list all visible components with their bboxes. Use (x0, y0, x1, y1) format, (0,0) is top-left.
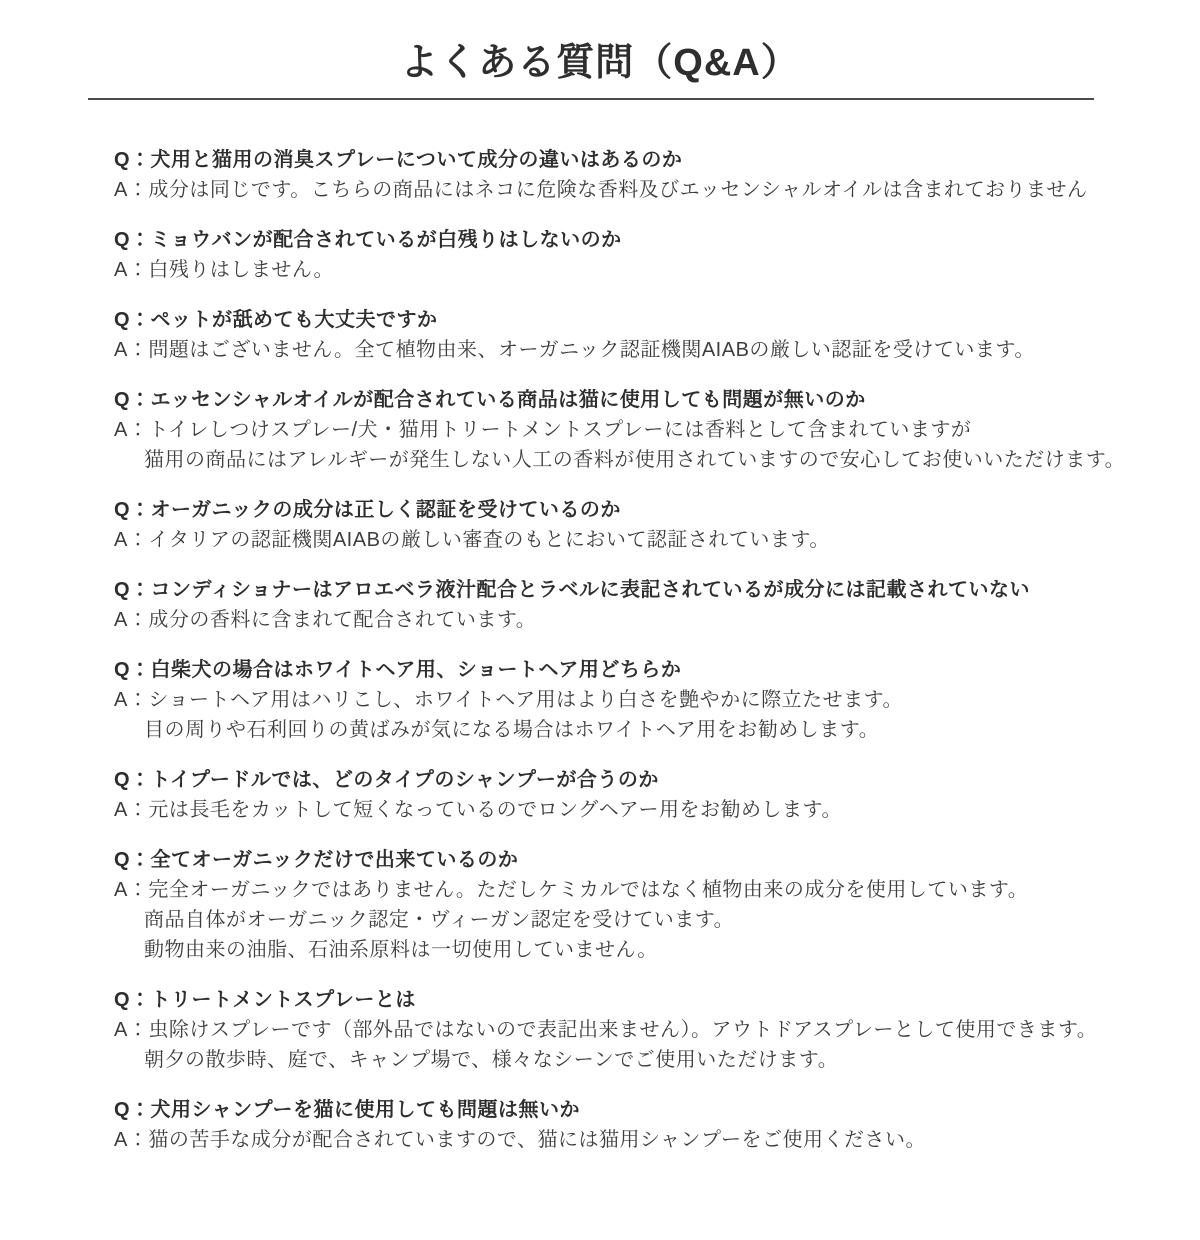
question-text: Q：ペットが舐めても大丈夫ですか (114, 309, 438, 331)
qa-item (114, 385, 1160, 475)
answer-line: A：成分の香料に含まれて配合されています。 (114, 609, 537, 631)
qa-item (114, 305, 1160, 365)
answer-line: A：トイレしつけスプレー/犬・猫用トリートメントスプレーには香料として含まれていますが (114, 419, 972, 441)
answer-continuation-line: 目の周りや石利回りの黄ばみが気になる場合はホワイトヘア用をお勧めします。 (144, 719, 880, 741)
answer-continuation-line: 商品自体がオーガニック認定・ヴィーガン認定を受けています。 (144, 909, 735, 931)
answer-line: A：ショートヘア用はハリこし、ホワイトヘア用はより白さを艶やかに際立たせます。 (114, 689, 904, 711)
question-text: Q：白柴犬の場合はホワイトヘア用、ショートヘア用どちらか (114, 659, 682, 681)
answer-line: A：元は長毛をカットして短くなっているのでロングヘアー用をお勧めします。 (114, 799, 842, 821)
question-text: Q：全てオーガニックだけで出来ているのか (114, 849, 519, 871)
answer-line: A：猫の苦手な成分が配合されていますので、猫には猫用シャンプーをご使用ください。 (114, 1129, 926, 1151)
qa-item (114, 655, 1160, 745)
qa-item (114, 145, 1160, 205)
qa-item (114, 985, 1160, 1075)
question-text: Q：トイプードルでは、どのタイプのシャンプーが合うのか (114, 769, 659, 791)
answer-line: A：白残りはしません。 (114, 259, 335, 281)
page-title: よくある質問（Q&A） (400, 42, 800, 84)
question-text: Q：ミョウバンが配合されているが白残りはしないのか (114, 229, 622, 251)
qa-item (114, 495, 1160, 555)
qa-item (114, 575, 1160, 635)
answer-continuation-line: 朝夕の散歩時、庭で、キャンプ場で、様々なシーンでご使用いただけます。 (144, 1049, 839, 1071)
answer-line: A：問題はございません。全て植物由来、オーガニック認証機関AIABの厳しい認証を受けています。 (114, 339, 1035, 361)
question-text: Q：エッセンシャルオイルが配合されている商品は猫に使用しても問題が無いのか (114, 389, 866, 411)
answer-line: A：完全オーガニックではありません。ただしケミカルではなく植物由来の成分を使用しています。 (114, 879, 1029, 901)
faq-page (0, 40, 1200, 1155)
qa-item (114, 1095, 1160, 1155)
question-text: Q：トリートメントスプレーとは (114, 989, 416, 1011)
question-text: Q：オーガニックの成分は正しく認証を受けているのか (114, 499, 621, 521)
question-text: Q：コンディショナーはアロエベラ液汁配合とラベルに表記されているが成分には記載されていない (114, 579, 1031, 601)
answer-line: A：虫除けスプレーです（部外品ではないので表記出来ません）。アウトドアスプレーとして使用できます。 (114, 1019, 1098, 1041)
qa-item (114, 225, 1160, 285)
qa-item (114, 765, 1160, 825)
qa-item (114, 845, 1160, 965)
question-text: Q：犬用と猫用の消臭スプレーについて成分の違いはあるのか (114, 149, 683, 171)
faq-list (114, 145, 1160, 1155)
answer-continuation-line: 猫用の商品にはアレルギーが発生しない人工の香料が使用されていますので安心してお使いいただけます。 (144, 449, 1126, 471)
answer-continuation-line: 動物由来の油脂、石油系原料は一切使用していません。 (144, 939, 658, 961)
answer-line: A：成分は同じです。こちらの商品にはネコに危険な香料及びエッセンシャルオイルは含まれておりません (114, 179, 1088, 201)
question-text: Q：犬用シャンプーを猫に使用しても問題は無いか (114, 1099, 581, 1121)
title-divider (88, 98, 1094, 100)
answer-line: A：イタリアの認証機関AIABの厳しい審査のもとにおいて認証されています。 (114, 529, 830, 551)
